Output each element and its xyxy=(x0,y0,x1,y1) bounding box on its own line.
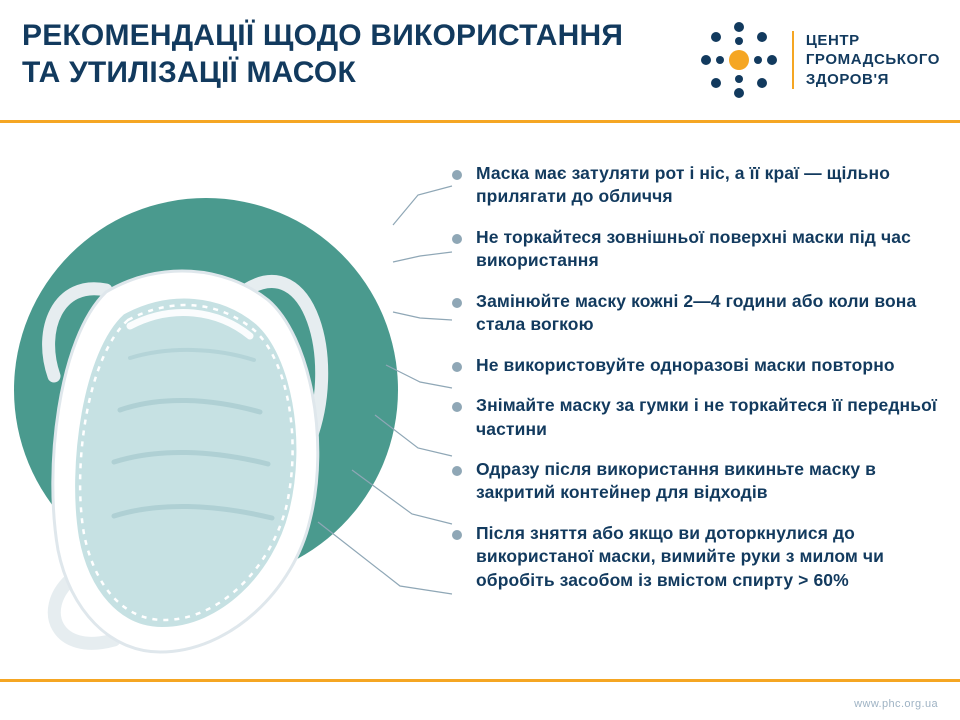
recommendation-text: Маска має затуляти рот і ніс, а її краї — щільно прилягати до обличчя xyxy=(476,163,890,207)
logo-text-line2: ГРОМАДСЬКОГО xyxy=(805,51,940,69)
bullet-icon xyxy=(452,530,462,540)
recommendation-text: Замінюйте маску кожні 2—4 години або коли вона стала вогкою xyxy=(476,290,917,335)
recommendations-list xyxy=(452,162,948,609)
recommendation-text: Після зняття або якщо ви доторкнулися до використаної маски, вимийте руки з милом чи обробіть засобом із вмістом спирту > 60% xyxy=(476,522,885,590)
header xyxy=(0,0,960,120)
divider-bottom xyxy=(0,679,960,682)
organization-logo xyxy=(650,14,940,106)
bullet-icon xyxy=(452,234,462,244)
recommendation-text: Одразу після використання викиньте маску в закритий контейнер для відходів xyxy=(476,458,877,503)
logo-text xyxy=(792,31,940,89)
bullet-icon xyxy=(452,298,462,308)
list-item xyxy=(452,458,948,505)
list-item xyxy=(452,162,948,209)
phc-dots-circle-logo-icon xyxy=(700,21,778,99)
divider-top xyxy=(0,120,960,123)
list-item xyxy=(452,354,948,377)
page-title-line1: РЕКОМЕНДАЦІЇ ЩОДО ВИКОРИСТАННЯ xyxy=(22,19,624,52)
bullet-icon xyxy=(452,170,462,180)
list-item xyxy=(452,522,948,592)
bullet-icon xyxy=(452,466,462,476)
recommendation-text: Не використовуйте одноразові маски повторно xyxy=(476,354,895,375)
list-item xyxy=(452,226,948,273)
surgical-mask-illustration xyxy=(10,140,430,660)
logo-text-line1: ЦЕНТР xyxy=(805,32,860,50)
list-item xyxy=(452,290,948,337)
list-item xyxy=(452,394,948,441)
bullet-icon xyxy=(452,362,462,372)
logo-text-line3: ЗДОРОВ'Я xyxy=(805,70,890,88)
bullet-icon xyxy=(452,402,462,412)
page-title-line2: ТА УТИЛІЗАЦІЇ МАСОК xyxy=(22,55,356,89)
page-title xyxy=(22,18,702,91)
recommendation-text: Не торкайтеся зовнішньої поверхні маски під час використання xyxy=(476,226,911,271)
recommendation-text: Знімайте маску за гумки і не торкайтеся її передньої частини xyxy=(476,395,937,439)
footer-website-url[interactable]: www.phc.org.ua xyxy=(854,698,938,710)
